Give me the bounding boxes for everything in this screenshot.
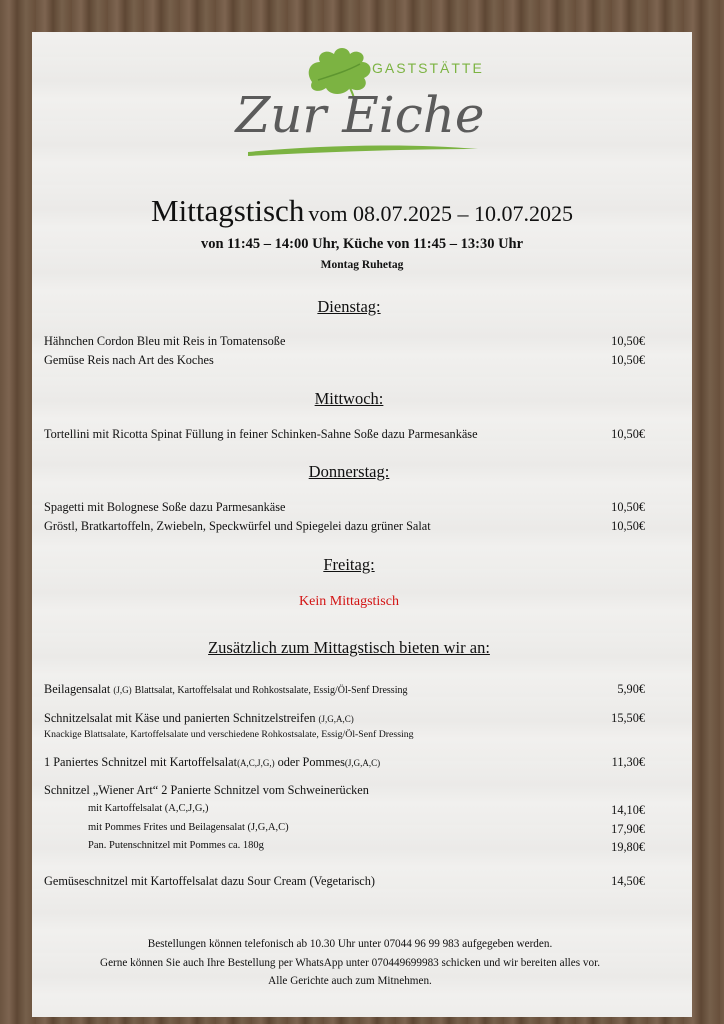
allergen-codes: (J,G,A,C): [344, 758, 381, 768]
footer-line: Gerne können Sie auch Ihre Bestellung per WhatsApp unter 070449699983 schicken und wir bereiten alles vor.: [100, 957, 600, 969]
heading-freitag: Freitag:: [323, 555, 375, 574]
item-price: 5,90€: [617, 682, 645, 696]
footer-line: Alle Gerichte auch zum Mitnehmen.: [268, 975, 432, 987]
item-name: Beilagensalat (J,G) Blattsalat, Kartoffelsalat und Rohkostsalate, Essig/Öl-Senf Dressing: [44, 682, 408, 696]
item-name: Gemüse Reis nach Art des Koches: [44, 353, 214, 367]
option-name: mit Pommes Frites und Beilagensalat (J,G,A,C): [88, 822, 289, 833]
item-price: 15,50€: [611, 711, 645, 725]
item-description: Knackige Blattsalate, Kartoffelsalate und verschiedene Rohkostsalate, Essig/Öl-Senf Dressing: [44, 729, 414, 740]
heading-dienstag: Dienstag:: [317, 297, 381, 316]
logo-swoosh: [248, 145, 478, 156]
item-price: 10,50€: [611, 353, 645, 367]
item-price: 14,10€: [611, 803, 645, 817]
heading-extras: Zusätzlich zum Mittagstisch bieten wir an:: [208, 638, 490, 657]
closed-note: Kein Mittagstisch: [299, 594, 399, 609]
item-name: Hähnchen Cordon Bleu mit Reis in Tomatensoße: [44, 334, 286, 348]
menu-title: [0, 193, 724, 229]
heading-mittwoch: Mittwoch:: [314, 389, 384, 408]
item-price: 10,50€: [611, 519, 645, 533]
item-name: Gemüseschnitzel mit Kartoffelsalat dazu Sour Cream (Vegetarisch): [44, 874, 375, 888]
opening-hours: von 11:45 – 14:00 Uhr, Küche von 11:45 – 13:30 Uhr: [200, 236, 524, 252]
item-price: 10,50€: [611, 427, 645, 441]
allergen-codes: (J,G,A,C): [318, 714, 354, 724]
item-price: 19,80€: [611, 840, 645, 854]
allergen-codes: (J,G): [113, 685, 132, 695]
restaurant-logo: [0, 0, 724, 170]
item-price: 14,50€: [611, 874, 645, 888]
item-name: Gröstl, Bratkartoffeln, Zwiebeln, Speckwürfel und Spiegelei dazu grüner Salat: [44, 519, 431, 533]
item-price: 10,50€: [611, 334, 645, 348]
heading-donnerstag: Donnerstag:: [308, 462, 390, 481]
item-name: Schnitzel „Wiener Art“ 2 Panierte Schnitzel vom Schweinerücken: [44, 783, 369, 797]
rest-day: Montag Ruhetag: [320, 259, 404, 271]
item-price: 11,30€: [611, 755, 645, 769]
option-name: Pan. Putenschnitzel mit Pommes ca. 180g: [88, 840, 264, 851]
item-name: Spagetti mit Bolognese Soße dazu Parmesankäse: [44, 500, 286, 514]
item-price: 17,90€: [611, 822, 645, 836]
item-description: Blattsalat, Kartoffelsalat und Rohkostsalate, Essig/Öl-Senf Dressing: [134, 685, 408, 696]
option-name: mit Kartoffelsalat (A,C,J,G,): [88, 803, 209, 814]
footer-line: Bestellungen können telefonisch ab 10.30 Uhr unter 07044 96 99 983 aufgegeben werden.: [147, 938, 553, 950]
title-main: Mittagstisch: [151, 193, 305, 228]
brand-subtitle: GASTSTÄTTE: [372, 60, 484, 76]
item-name: Tortellini mit Ricotta Spinat Füllung in feiner Schinken-Sahne Soße dazu Parmesankäse: [44, 427, 478, 441]
item-name: Schnitzelsalat mit Käse und panierten Schnitzelstreifen (J,G,A,C): [44, 711, 354, 725]
item-price: 10,50€: [611, 500, 645, 514]
allergen-codes: (A,C,J,G,): [237, 758, 275, 768]
brand-name: Zur Eiche: [235, 86, 485, 144]
item-name: 1 Paniertes Schnitzel mit Kartoffelsalat(A,C,J,G,) oder Pommes(J,G,A,C): [44, 755, 381, 769]
title-date-range: vom 08.07.2025 – 10.07.2025: [308, 201, 573, 226]
